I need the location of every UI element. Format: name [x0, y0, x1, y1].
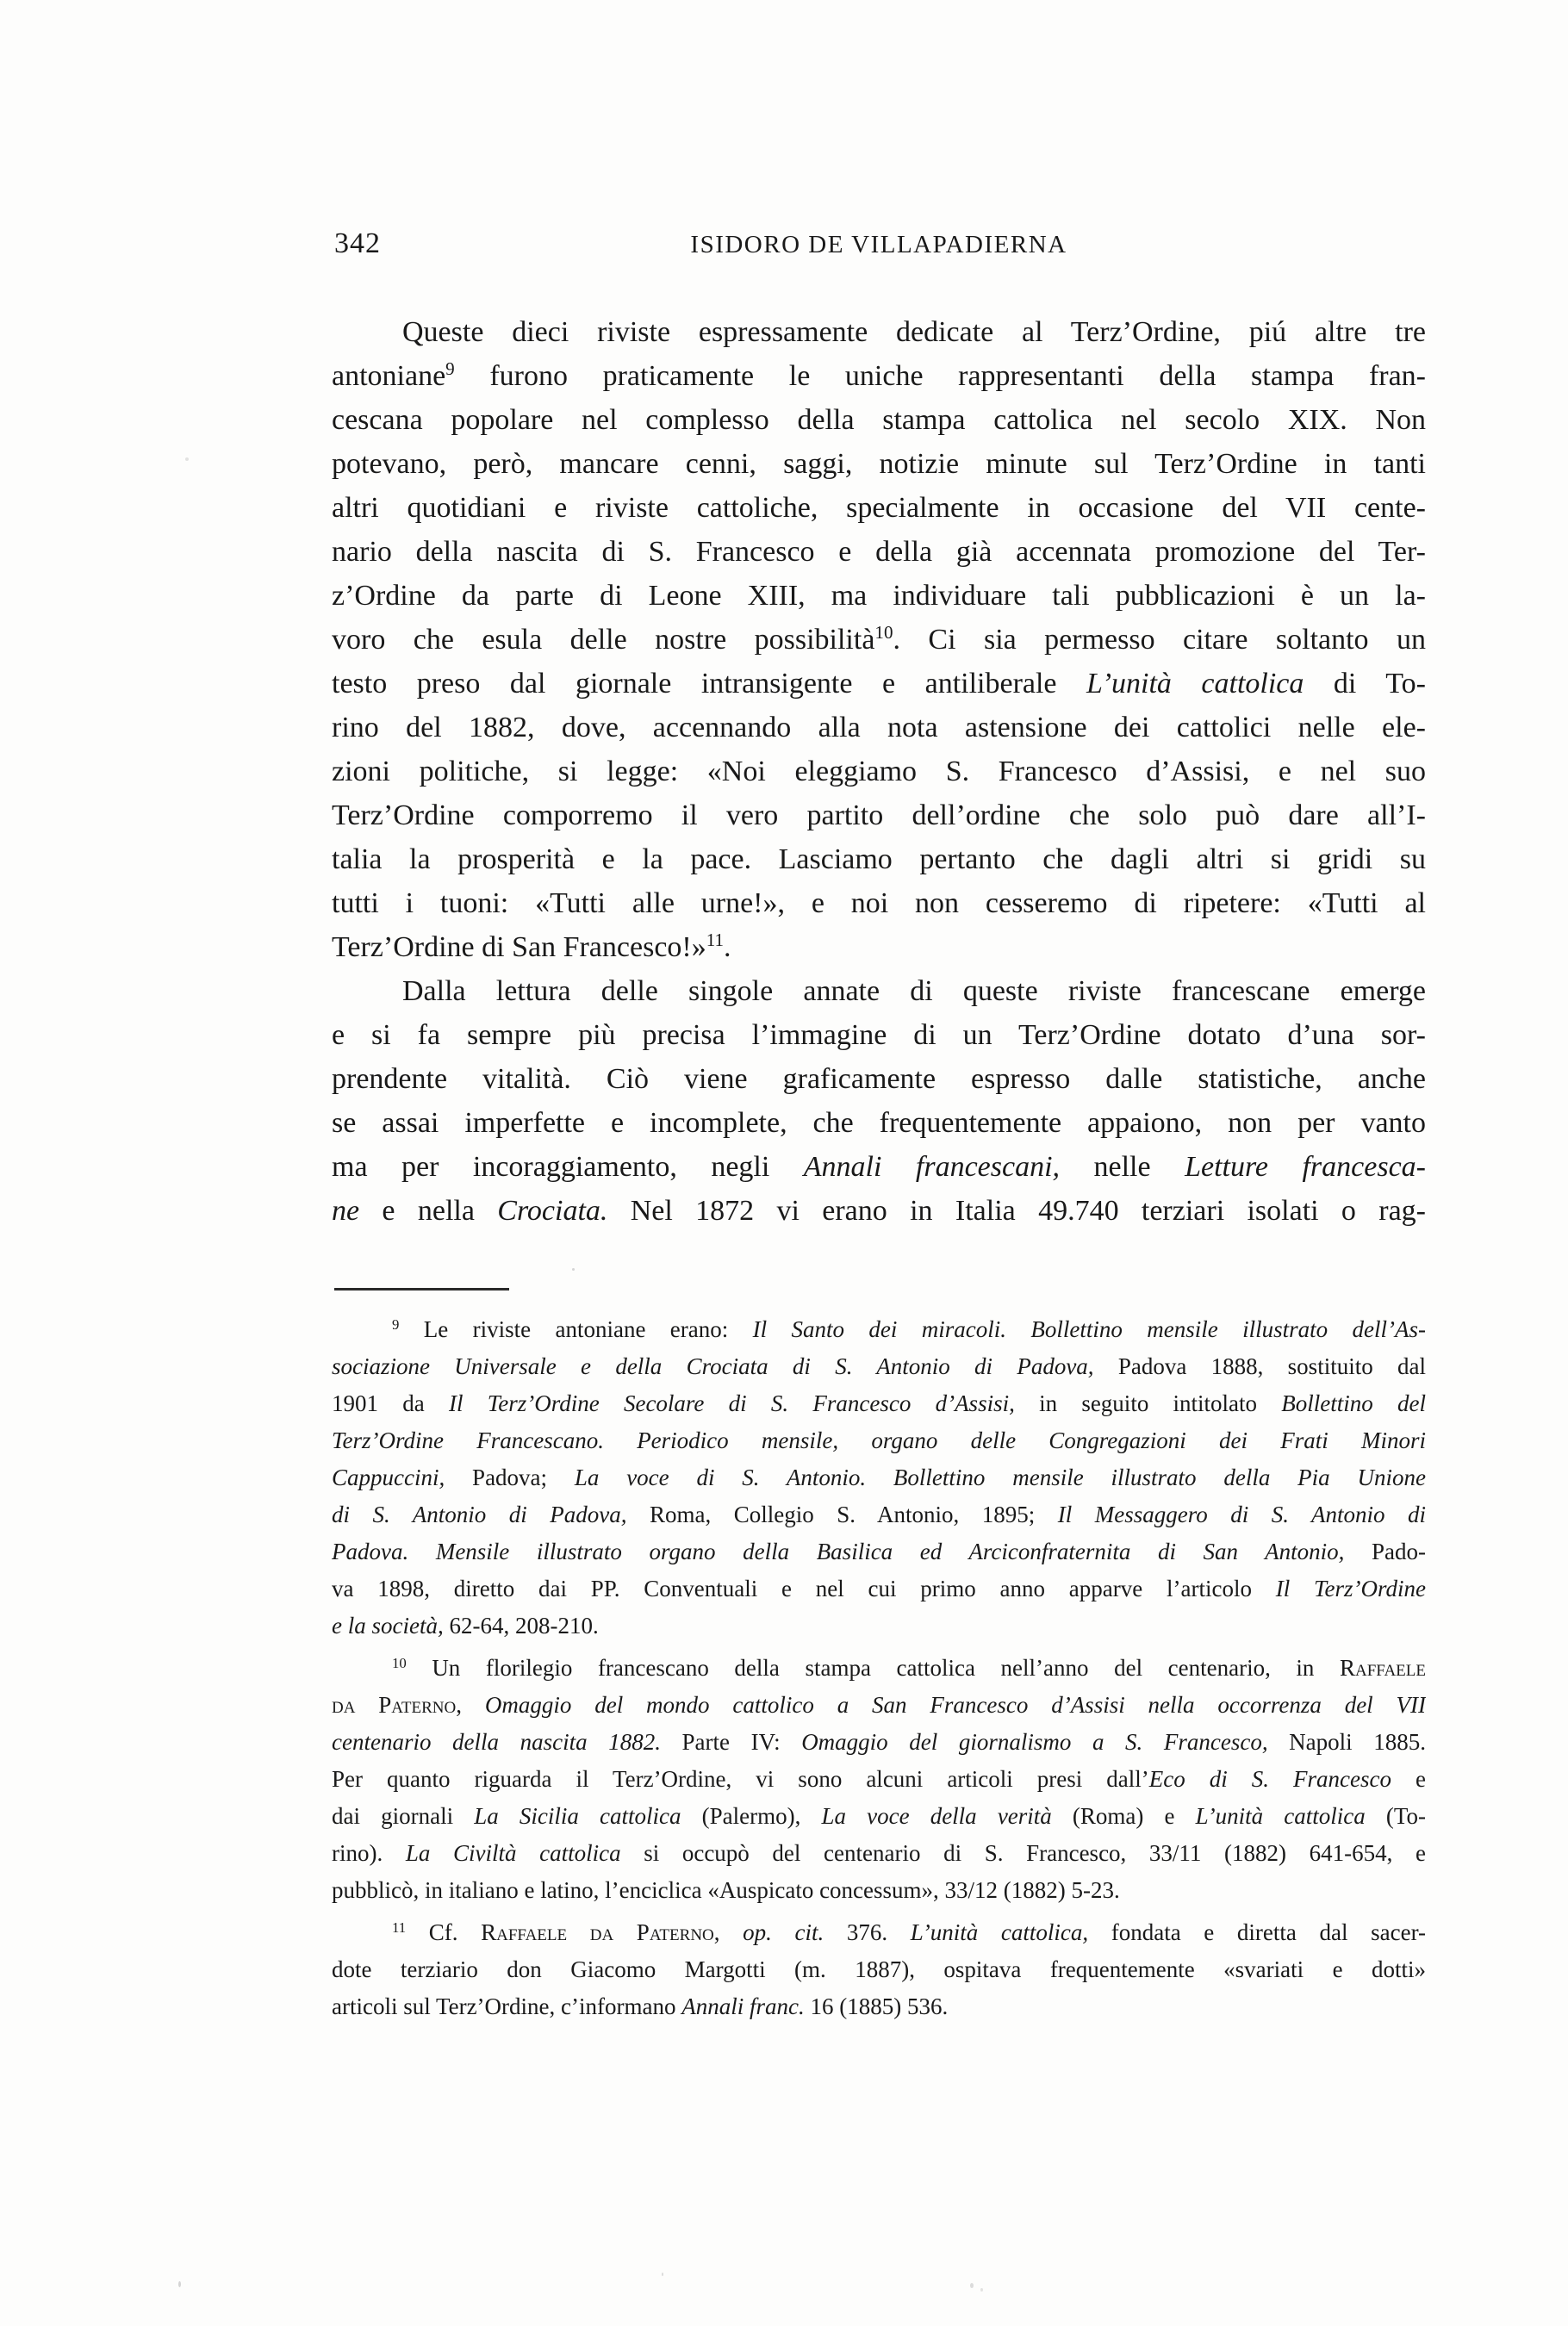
- text-segment: Letture francesca-: [1185, 1151, 1426, 1183]
- text-line: [332, 1914, 1426, 1951]
- scan-speck: [662, 2273, 663, 2276]
- text-segment: talia la prosperità e la pace. Lasciamo pertanto che dagli altri si gridi su: [332, 843, 1426, 875]
- text-segment: 16 (1885) 536.: [804, 1993, 949, 2019]
- text-segment: ma per incoraggiamento, negli: [332, 1151, 804, 1183]
- footnote-ref: 10: [392, 1654, 407, 1671]
- footnote-ref: 11: [706, 930, 725, 951]
- text-line: [332, 1013, 1426, 1057]
- text-segment: L’unità cattolica,: [910, 1919, 1089, 1945]
- text-segment: Pado-: [1344, 1539, 1426, 1564]
- text-segment: Terz’Ordine Francescano. Periodico mensile, organo delle Congregazioni dei Frati Minori: [332, 1427, 1426, 1453]
- text-segment: di To-: [1304, 668, 1426, 700]
- footnote: [332, 1311, 1426, 1645]
- text-segment: di S. Antonio di Padova,: [332, 1502, 627, 1527]
- text-segment: da Paterno,: [332, 1692, 462, 1718]
- text-line: [332, 1385, 1426, 1422]
- text-segment: e la società,: [332, 1613, 444, 1639]
- text-segment: Cf.: [406, 1919, 482, 1945]
- text-segment: cescana popolare nel complesso della stampa cattolica nel secolo XIX. Non: [332, 404, 1426, 436]
- body-paragraph: [332, 310, 1426, 969]
- text-line: [332, 793, 1426, 837]
- text-segment: dai giornali: [332, 1803, 475, 1829]
- text-line: [332, 354, 1426, 398]
- text-line: [332, 1189, 1426, 1233]
- text-segment: articoli sul Terz’Ordine, c’informano: [332, 1993, 682, 2019]
- text-segment: potevano, però, mancare cenni, saggi, notizie minute sul Terz’Ordine in tanti: [332, 448, 1426, 480]
- text-line: [332, 618, 1426, 662]
- text-segment: Il Terz’Ordine: [1275, 1576, 1426, 1601]
- text-segment: Il Terz’Ordine Secolare di S. Francesco d’Assisi,: [448, 1390, 1015, 1416]
- text-segment: Padova 1888, sostituito dal: [1093, 1353, 1426, 1379]
- text-segment: Omaggio del giornalismo a S. Francesco,: [801, 1729, 1268, 1755]
- text-line: [332, 1872, 1426, 1909]
- text-line: [332, 530, 1426, 574]
- footnote-separator-rule: [334, 1288, 509, 1290]
- text-segment: .: [724, 931, 731, 963]
- text-segment: sociazione Universale e della Crociata di S. Antonio di Padova,: [332, 1353, 1094, 1379]
- text-segment: tutti i tuoni: «Tutti alle urne!», e noi non cesseremo di ripetere: «Tutti al: [332, 887, 1426, 919]
- text-segment: L’unità cattolica: [1195, 1803, 1366, 1829]
- text-segment: centenario della nascita 1882.: [332, 1729, 661, 1755]
- text-segment: antoniane: [332, 360, 446, 392]
- text-segment: Bollettino del: [1281, 1390, 1426, 1416]
- body-paragraph: [332, 969, 1426, 1233]
- text-segment: Parte IV:: [660, 1729, 802, 1755]
- text-segment: rino del 1882, dove, accennando alla nota astensione dei cattolici nelle ele-: [332, 712, 1426, 743]
- text-segment: Terz’Ordine di San Francesco!»: [332, 931, 706, 963]
- text-segment: Le riviste antoniane erano:: [399, 1316, 753, 1342]
- text-segment: Dalla lettura delle singole annate di queste riviste francescane emerge: [402, 975, 1426, 1007]
- body-text: [332, 310, 1426, 1233]
- text-line: [332, 1311, 1426, 1348]
- footnote-ref: 11: [392, 1919, 407, 1936]
- text-segment: voro che esula delle nostre possibilità: [332, 624, 875, 656]
- text-line: [332, 1761, 1426, 1798]
- text-segment: altri quotidiani e riviste cattoliche, specialmente in occasione del VII cente-: [332, 492, 1426, 524]
- text-segment: (Roma) e: [1051, 1803, 1196, 1829]
- footnotes: [332, 1311, 1426, 2025]
- scan-speck: [980, 2288, 983, 2292]
- scan-speck: [970, 2283, 974, 2288]
- text-segment: 376.: [824, 1919, 911, 1945]
- text-segment: Padova. Mensile illustrato organo della Basilica ed Arciconfraternita di San Antonio,: [332, 1539, 1345, 1564]
- text-line: [332, 1101, 1426, 1145]
- text-segment: se assai imperfette e incomplete, che frequentemente appaiono, non per vanto: [332, 1107, 1426, 1139]
- text-segment: dote terziario don Giacomo Margotti (m. 1887), ospitava frequentemente «svariati e dotti»: [332, 1956, 1426, 1982]
- text-segment: (Palermo),: [681, 1803, 822, 1829]
- text-segment: Il Messaggero di S. Antonio di: [1057, 1502, 1426, 1527]
- text-segment: La Civiltà cattolica: [405, 1840, 621, 1866]
- text-segment: (To-: [1365, 1803, 1426, 1829]
- text-segment: rino).: [332, 1840, 406, 1866]
- text-segment: Un florilegio francescano della stampa cattolica nell’anno del centenario, in: [406, 1655, 1340, 1681]
- text-segment: Eco di S. Francesco: [1148, 1766, 1392, 1792]
- text-segment: Terz’Ordine comporremo il vero partito dell’ordine che solo può dare all’I-: [332, 799, 1426, 831]
- text-segment: Queste dieci riviste espressamente dedicate al Terz’Ordine, piú altre tre: [402, 316, 1426, 348]
- text-line: [332, 1422, 1426, 1459]
- text-line: [332, 1145, 1426, 1189]
- text-segment: Napoli 1885.: [1267, 1729, 1426, 1755]
- text-segment: Crociata.: [497, 1195, 608, 1227]
- text-segment: zioni politiche, si legge: «Noi eleggiamo S. Francesco d’Assisi, e nel suo: [332, 756, 1426, 787]
- text-line: [332, 1951, 1426, 1988]
- text-line: [332, 1650, 1426, 1687]
- text-segment: Annali francescani,: [803, 1151, 1061, 1183]
- text-segment: ne: [332, 1195, 360, 1227]
- footnote-ref: 9: [445, 358, 455, 380]
- text-line: [332, 1724, 1426, 1761]
- footnote: [332, 1650, 1426, 1909]
- text-segment: La voce di S. Antonio. Bollettino mensile illustrato della Pia Unione: [574, 1465, 1426, 1490]
- text-segment: prendente vitalità. Ciò viene graficamente espresso dalle statistiche, anche: [332, 1063, 1426, 1095]
- scan-speck: [178, 2281, 181, 2287]
- text-segment: si occupò del centenario di S. Francesco, 33/11 (1882) 641-654, e: [620, 1840, 1426, 1866]
- text-line: [332, 1570, 1426, 1608]
- text-line: [332, 1687, 1426, 1724]
- text-line: [332, 1533, 1426, 1570]
- text-segment: e si fa sempre più precisa l’immagine di un Terz’Ordine dotato d’una sor-: [332, 1019, 1426, 1051]
- text-segment: fondata e diretta dal sacer-: [1088, 1919, 1426, 1945]
- text-line: [332, 925, 1426, 969]
- text-line: [332, 574, 1426, 618]
- text-segment: Cappuccini,: [332, 1465, 445, 1490]
- text-line: [332, 749, 1426, 793]
- running-head-title: ISIDORO DE VILLAPADIERNA: [690, 231, 1067, 258]
- text-segment: La Sicilia cattolica: [474, 1803, 681, 1829]
- text-segment: Omaggio del mondo cattolico a San Francesco d’Assisi nella occorrenza del VII: [484, 1692, 1426, 1718]
- text-line: [332, 486, 1426, 530]
- text-segment: furono praticamente le uniche rappresentanti della stampa fran-: [454, 360, 1426, 392]
- page-number: 342: [334, 227, 381, 259]
- text-line: [332, 1348, 1426, 1385]
- text-line: [332, 1057, 1426, 1101]
- text-segment: e: [1391, 1766, 1426, 1792]
- text-line: [332, 1988, 1426, 2025]
- text-line: [332, 1608, 1426, 1645]
- text-segment: La voce della verità: [821, 1803, 1052, 1829]
- scan-speck: [185, 457, 189, 461]
- text-line: [332, 662, 1426, 706]
- text-segment: va 1898, diretto dai PP. Conventuali e nel cui primo anno apparve l’articolo: [332, 1576, 1276, 1601]
- text-segment: Nel 1872 vi erano in Italia 49.740 terziari isolati o rag-: [607, 1195, 1426, 1227]
- text-line: [332, 969, 1426, 1013]
- text-line: [332, 1835, 1426, 1872]
- text-segment: op. cit.: [743, 1919, 824, 1945]
- text-segment: z’Ordine da parte di Leone XIII, ma individuare tali pubblicazioni è un la-: [332, 580, 1426, 612]
- text-line: [332, 881, 1426, 925]
- footnote-ref: 9: [392, 1315, 400, 1333]
- text-line: [332, 837, 1426, 881]
- text-line: [332, 1798, 1426, 1835]
- text-segment: e nella: [359, 1195, 498, 1227]
- text-segment: [720, 1919, 744, 1945]
- scan-speck: [572, 1268, 575, 1271]
- text-segment: Padova;: [445, 1465, 575, 1490]
- text-segment: Per quanto riguarda il Terz’Ordine, vi sono alcuni articoli presi dall’: [332, 1766, 1149, 1792]
- text-segment: Il Santo dei miracoli. Bollettino mensile illustrato dell’As-: [752, 1316, 1426, 1342]
- text-segment: 62-64, 208-210.: [443, 1613, 599, 1639]
- text-line: [332, 310, 1426, 354]
- text-segment: 1901 da: [332, 1390, 449, 1416]
- footnote-ref: 10: [874, 622, 893, 644]
- text-line: [332, 706, 1426, 749]
- text-segment: L’unità cattolica: [1086, 668, 1304, 700]
- text-segment: Roma, Collegio S. Antonio, 1895;: [626, 1502, 1058, 1527]
- footnote: [332, 1914, 1426, 2025]
- text-line: [332, 1496, 1426, 1533]
- text-segment: in seguito intitolato: [1014, 1390, 1282, 1416]
- text-segment: nelle: [1060, 1151, 1185, 1183]
- text-line: [332, 1459, 1426, 1496]
- text-segment: nario della nascita di S. Francesco e della già accennata promozione del Ter-: [332, 536, 1426, 568]
- text-segment: Raffaele: [1340, 1655, 1426, 1681]
- text-segment: testo preso dal giornale intransigente e antiliberale: [332, 668, 1087, 700]
- text-line: [332, 442, 1426, 486]
- text-segment: pubblicò, in italiano e latino, l’enciclica «Auspicato concessum», 33/12 (1882) 5-23.: [332, 1877, 1120, 1903]
- text-segment: . Ci sia permesso citare soltanto un: [893, 624, 1426, 656]
- text-line: [332, 398, 1426, 442]
- text-segment: [462, 1692, 485, 1718]
- text-segment: Annali franc.: [681, 1993, 805, 2019]
- text-segment: Raffaele da Paterno,: [481, 1919, 720, 1945]
